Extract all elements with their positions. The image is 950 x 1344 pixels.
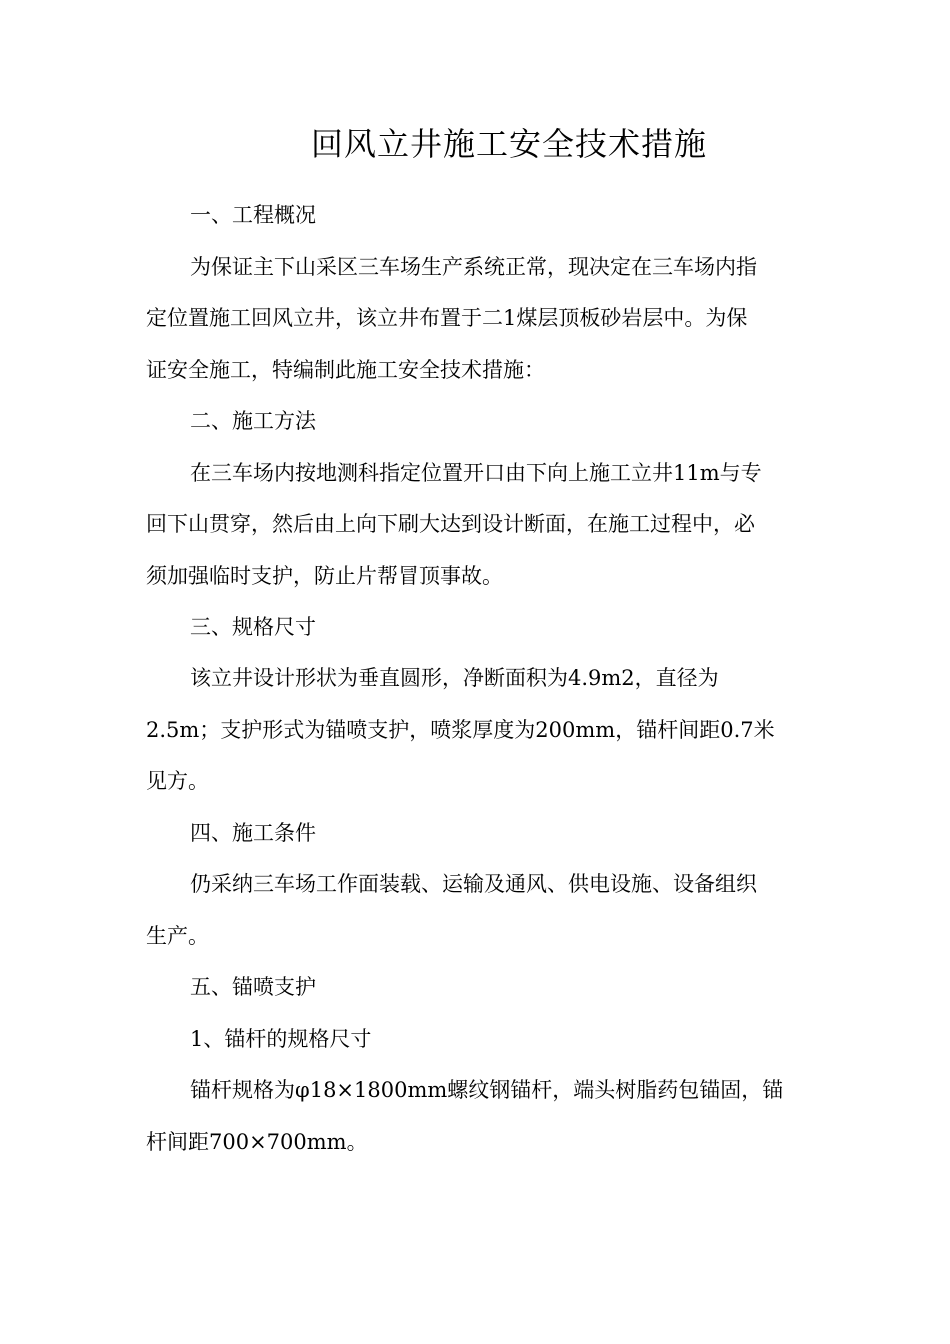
paragraph-line: 证安全施工，特编制此施工安全技术措施： [146,358,545,382]
paragraph-line: 生产。 [146,924,209,948]
section-heading: 五、锚喷支护 [190,975,316,999]
paragraph-line: 定位置施工回风立井，该立井布置于二1煤层顶板砂岩层中。为保 [146,306,748,330]
paragraph-line: 锚杆规格为φ18×1800mm螺纹钢锚杆，端头树脂药包锚固，锚 [190,1078,784,1102]
section-heading: 三、规格尺寸 [190,615,316,639]
document-title: 回风立井施工安全技术措施 [310,125,707,163]
paragraph-line: 在三车场内按地测科指定位置开口由下向上施工立井11m与专 [190,461,762,485]
paragraph-line: 见方。 [146,769,209,793]
section-heading: 四、施工条件 [190,821,316,845]
paragraph-line: 回下山贯穿，然后由上向下刷大达到设计断面，在施工过程中，必 [146,512,755,536]
paragraph-line: 该立井设计形状为垂直圆形，净断面积为4.9m2，直径为 [190,666,719,690]
section-heading: 一、工程概况 [190,203,316,227]
paragraph-line: 2.5m；支护形式为锚喷支护，喷浆厚度为200mm，锚杆间距0.7米 [146,718,775,742]
paragraph-line: 为保证主下山采区三车场生产系统正常，现决定在三车场内指 [190,255,757,279]
paragraph-line: 杆间距700×700mm。 [146,1130,368,1154]
paragraph-line: 须加强临时支护，防止片帮冒顶事故。 [146,564,503,588]
subsection-heading: 1、锚杆的规格尺寸 [190,1027,372,1051]
paragraph-line: 仍采纳三车场工作面装载、运输及通风、供电设施、设备组织 [190,872,757,896]
section-heading: 二、施工方法 [190,409,316,433]
